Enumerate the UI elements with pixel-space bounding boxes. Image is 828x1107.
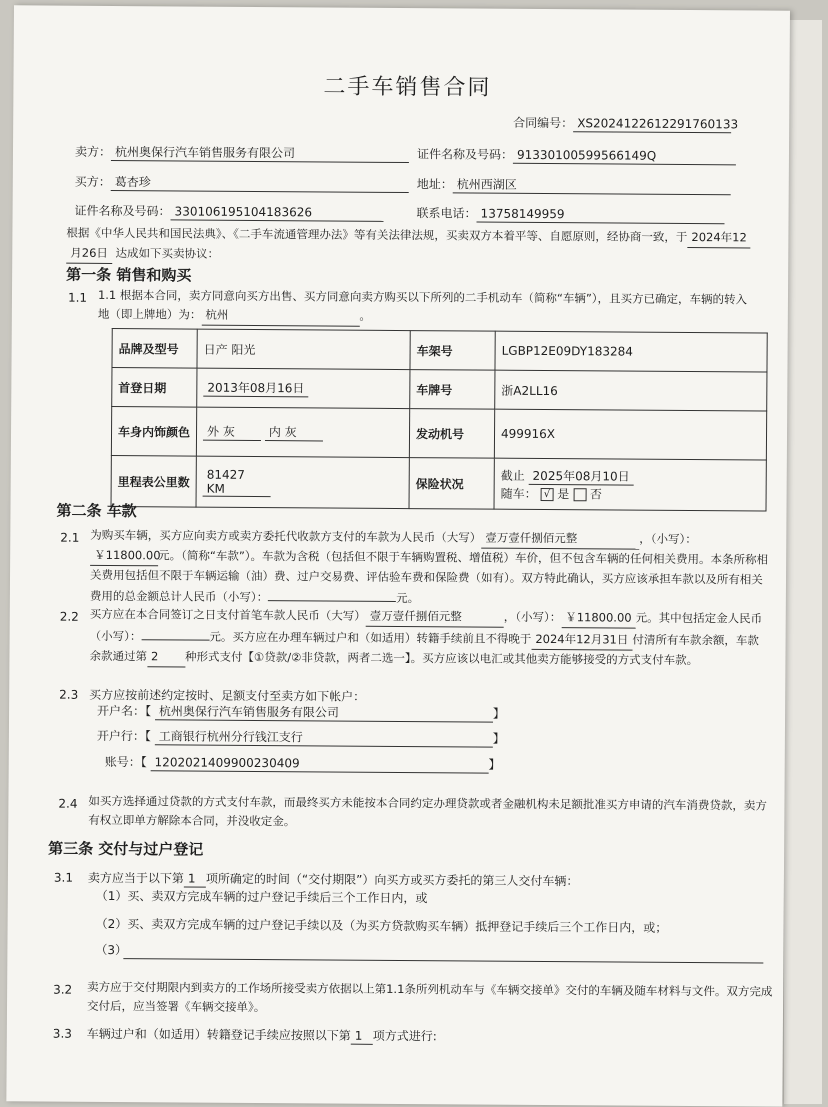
paper-stack-edge [784, 20, 822, 1104]
option-2: （2）买、卖双方完成车辆的过户登记手续以及（为买方贷款购买车辆）抵押登记手续后三个工作日内，或； [95, 916, 668, 935]
account-number-row: 账号：【 1202021409900230409 】 [104, 754, 501, 772]
account-name: 杭州奥保行汽车销售服务有限公司 [155, 703, 493, 722]
color-value [196, 407, 409, 457]
mileage-value: 81427 KM [196, 456, 409, 508]
option-3: （3） [95, 942, 128, 958]
vin-value: LGBP12E09DY183284 [495, 331, 767, 372]
contract-number: 合同编号： XS2024122612291760133 [513, 115, 739, 132]
first-reg-value: 2013年08月16日 [197, 368, 410, 408]
clause-2-4-text: 如买方选择通过贷款的方式支付车款，而最终买方未能按本合同约定办理贷款或者金融机构未足额批准买方申请的汽车消费贷款，卖方有权立即单方解除本合同，并没收定金。 [88, 793, 767, 829]
clause-3-3-text: 车辆过户和（如适用）转籍登记手续应按照以下第 1 项方式进行: [86, 1026, 437, 1044]
transfer-city: 杭州 [201, 306, 359, 327]
clause-3-2-text: 卖方应于交付期限内到卖方的工作场所接受卖方依据以上第1.1条所列机动车与《车辆交接单》交付的车辆及随车材料与文件。双方完成交付后，应当签署《车辆交接单》。 [86, 979, 773, 1015]
payoff-date: 2024年12月31日 [531, 630, 632, 651]
intro-paragraph: 根据《中华人民共和国民法典》、《二手车流通管理办法》等有关法律法规，买卖双方本着平等、自愿原则，经协商一致，于 2024年12 月26日 达成如下买卖协议： [66, 224, 756, 269]
address-value: 杭州西湖区 [453, 176, 731, 195]
intro-date-b: 月26日 [66, 244, 112, 264]
mileage-label: 里程表公里数 [111, 455, 196, 507]
intro-date-a: 2024年12 [687, 228, 751, 248]
delivery-option: 1 [184, 870, 206, 887]
seller-row: 卖方： 杭州奥保行汽车销售服务有限公司 [75, 144, 409, 163]
option-1: （1）买、卖双方完成车辆的过户登记手续后三个工作日内，或 [95, 888, 428, 906]
table-row [112, 367, 767, 411]
first-payment-chinese: 壹万壹仟捌佰元整 [366, 607, 504, 628]
clause-2-1-num: 2.1 [60, 530, 80, 545]
contract-page [6, 5, 790, 1106]
account-number: 1202021409900230409 [151, 754, 489, 773]
address-row: 地址： 杭州西湖区 [417, 176, 731, 195]
seller-name: 杭州奥保行汽车销售服务有限公司 [111, 144, 409, 163]
color-label: 车身内饰颜色 [111, 406, 196, 456]
buyer-cert-row: 证件名称及号码： 330106195104183626 [75, 203, 384, 222]
insurance-label: 保险状况 [409, 458, 494, 510]
article-1-heading: 第一条 销售和购买 [66, 265, 192, 285]
first-payment-number: ￥11800.00 [561, 608, 636, 629]
seller-cert-row: 证件名称及号码： 91330100599566149Q [417, 146, 736, 165]
buyer-cert-value: 330106195104183626 [171, 203, 384, 221]
clause-1-1-num: 1.1 [67, 290, 88, 305]
table-row [111, 406, 766, 460]
engine-label: 发动机号 [409, 409, 494, 459]
transfer-option: 1 [351, 1028, 373, 1045]
deposit-blank [141, 625, 209, 640]
clause-1-1-text: 1.1 根据本合同，卖方同意向买方出售、买方同意向卖方购买以下所列的二手机动车（简称“车辆”），且买方已确定，车辆的转入 地（即上牌地）为： 杭州 。 [98, 286, 768, 330]
buyer-name: 葛杏珍 [111, 174, 409, 193]
bank-name: 工商银行杭州分行钱江支行 [155, 728, 493, 747]
bank-row: 开户行：【 工商银行杭州分行钱江支行 】 [96, 728, 505, 746]
exterior-color: 外 灰 [203, 423, 261, 441]
table-row [112, 328, 767, 372]
car-price-number: ￥11800.00 [90, 546, 158, 566]
clause-3-1-text: 卖方应当于以下第 1 项所确定的时间（“交付期限”）向买方或买方委托的第三人交付车辆： [87, 870, 579, 889]
with-car-no-checkbox[interactable] [573, 488, 586, 501]
seller-cert-value: 91330100599566149Q [513, 147, 736, 166]
contract-number-value: XS2024122612291760133 [573, 115, 731, 133]
engine-value: 499916X [494, 409, 766, 460]
first-reg-label: 首登日期 [112, 367, 197, 407]
phone-row: 联系电话： 13758149959 [417, 205, 725, 224]
phone-value: 13758149959 [477, 206, 725, 225]
insurance-value: 截止 2025年08月10日 随车： √ 是 否 [494, 458, 766, 511]
with-car-yes-checkbox[interactable]: √ [540, 487, 553, 500]
table-row [111, 455, 766, 511]
vin-label: 车架号 [410, 331, 495, 371]
clause-2-2-text: 买方应在本合同签订之日支付首笔车款人民币（大写） 壹万壹仟捌佰元整 ，（小写）： ￥11800.00 元。其中包括定金人民币（小写）： 元。买方应在办理车辆过户和（如适用）转籍手续前且不得晚于 2024年12月31日 付清所有车款余额，车款余款通过第 2 种形式支付【①贷款/②非贷款，两者二选一】。买方应该以电汇或其他卖方能够接受的方式支付车款。 [89, 606, 763, 668]
clause-2-3-text: 买方应按前述约定按时、足额支付至卖方如下帐户： [89, 687, 366, 704]
option-3-blank [123, 944, 763, 963]
vehicle-spec-table [111, 328, 768, 512]
insurance-until: 2025年08月10日 [529, 466, 634, 485]
clause-2-2-num: 2.2 [59, 609, 79, 624]
clause-3-1-num: 3.1 [53, 870, 74, 885]
car-price-chinese: 壹万壹仟捌佰元整 [481, 529, 639, 550]
plate-value: 浙A2LL16 [495, 370, 767, 411]
buyer-row: 买方： 葛杏珍 [75, 174, 409, 193]
interior-color: 内 灰 [265, 423, 323, 441]
article-3-heading: 第三条 交付与过户登记 [48, 839, 204, 859]
clause-3-2-num: 3.2 [53, 982, 73, 997]
document-title: 二手车销售合同 [323, 74, 492, 101]
total-amount-blank [268, 586, 396, 602]
clause-2-4-num: 2.4 [58, 796, 78, 811]
plate-label: 车牌号 [410, 370, 495, 410]
article-2-heading: 第二条 车款 [56, 501, 137, 521]
clause-2-1-text: 为购买车辆，买方应向卖方或卖方委托代收款方支付的车款为人民币（大写） 壹万壹仟捌佰元整 ，（小写）： ￥11800.00元。（简称“车款”）。车款为含税（包括但不限于车辆购置税、增值税）车价，但不包含车辆的任何相关费用。本条所称相关费用包括但不限于车辆运输（油）费、过户交易费、评估验车费和保险费（如有）。双方特此确认，买方应该承担车款以及所有相关费用的总金额总计人民币（小写）： 元。 [89, 527, 769, 606]
payment-option: 2 [147, 647, 185, 667]
account-name-row: 开户名：【 杭州奥保行汽车销售服务有限公司 】 [97, 703, 505, 721]
brand-label: 品牌及型号 [112, 328, 197, 368]
clause-2-3-num: 2.3 [59, 687, 79, 702]
brand-value: 日产 阳光 [197, 329, 410, 369]
clause-3-3-num: 3.3 [52, 1026, 72, 1041]
